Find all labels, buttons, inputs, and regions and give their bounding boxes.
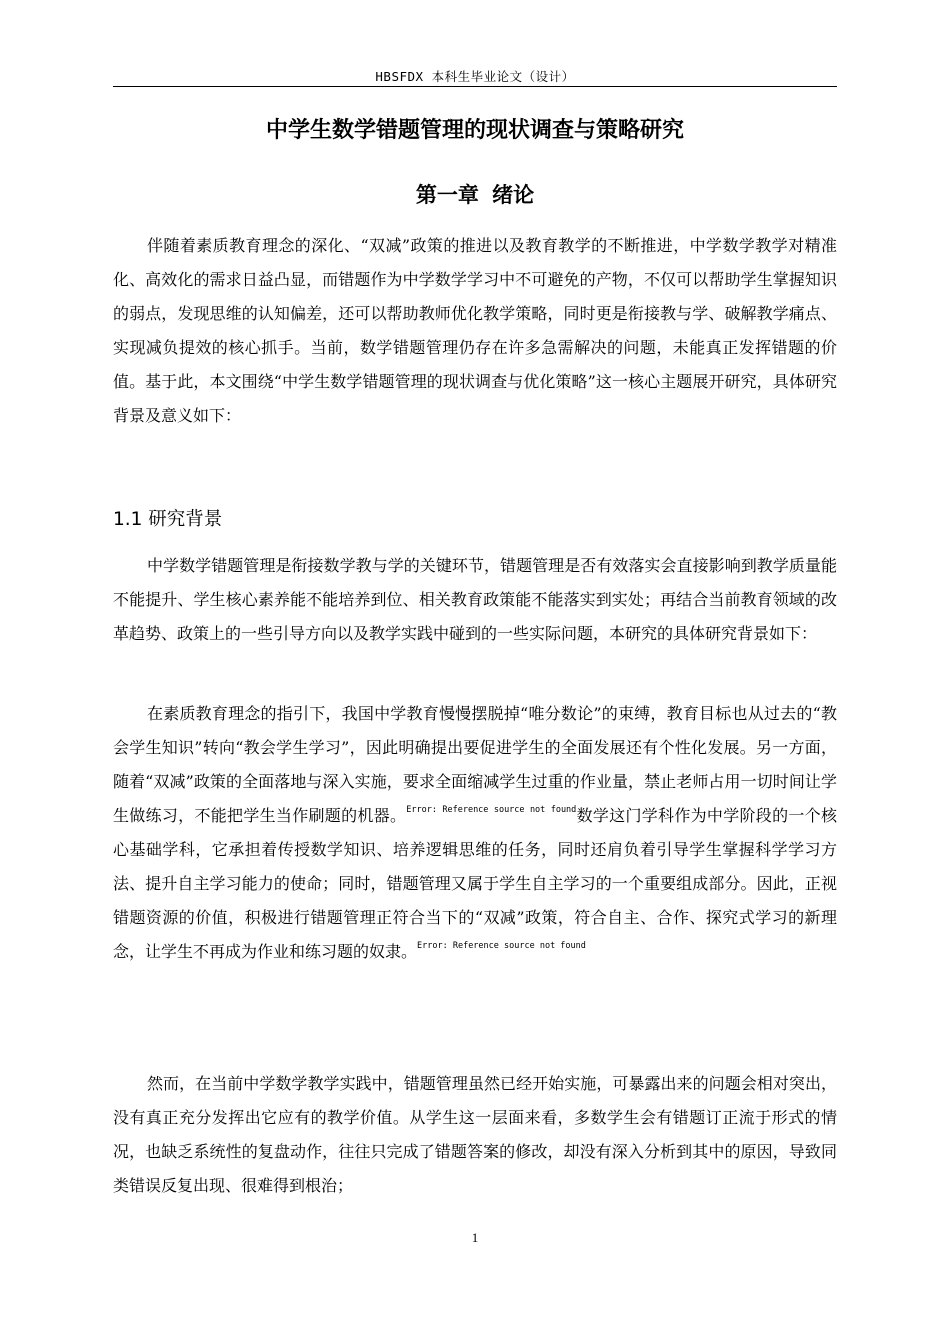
section-heading: 1.1 研究背景 (113, 509, 223, 530)
intro-paragraph: 伴随着素质教育理念的深化、“双减”政策的推进以及教育教学的不断推进，中学数学教学对精准化、高效化的需求日益凸显，而错题作为中学数学学习中不可避免的产物，不仅可以帮助学生掌握知识的弱点，发现思维的认知偏差，还可以帮助教师优化教学策略，同时更是衔接教与学、破解教学痛点、实现减负提效的核心抓手。当前，数学错题管理仍存在许多急需解决的问题，未能真正发挥错题的价值。基于此，本文围绕“中学生数学错题管理的现状调查与优化策略”这一核心主题展开研究，具体研究背景及意义如下： (113, 236, 837, 425)
paragraph-text: 在素质教育理念的指引下，我国中学教育慢慢摆脱掉“唯分数论”的束缚，教育目标也从过去的“教会学生知识”转向“教会学生学习”，因此明确提出要促进学生的全面发展还有个性化发展。另一方面，随着“双减”政策的全面落地与深入实施，要求全面缩减学生过重的作业量，禁止老师占用一切时间让学生做练习，不能把学生当作刷题的机器。 (113, 704, 837, 825)
section-paragraph-3: 然而，在当前中学数学教学实践中，错题管理虽然已经开始实施，可暴露出来的问题会相对突出，没有真正充分发挥出它应有的教学价值。从学生这一层面来看，多数学生会有错题订正流于形式的情况，也缺乏系统性的复盘动作，往往只完成了错题答案的修改，却没有深入分析到其中的原因，导致同类错误反复出现、很难得到根治； (113, 1074, 837, 1195)
section-paragraph-1: 中学数学错题管理是衔接数学教与学的关键环节，错题管理是否有效落实会直接影响到教学质量能不能提升、学生核心素养能不能培养到位、相关教育政策能不能落实到实处；再结合当前教育领域的改革趋势、政策上的一些引导方向以及教学实践中碰到的一些实际问题，本研究的具体研究背景如下： (113, 556, 837, 643)
page-number: 1 (471, 1230, 479, 1245)
chapter-title: 第一章 绪论 (415, 183, 535, 207)
reference-error-note: Error: Reference source not found (406, 805, 577, 815)
reference-error-note: Error: Reference source not found (417, 941, 586, 951)
document-title: 中学生数学错题管理的现状调查与策略研究 (265, 118, 684, 143)
running-header: HBSFDX 本科生毕业论文（设计） (375, 69, 575, 84)
section-paragraph-2 (113, 697, 837, 969)
paragraph-text: 数学这门学科作为中学阶段的一个核心基础学科，它承担着传授数学知识、培养逻辑思维的任务，同时还肩负着引导学生掌握科学学习方法、提升自主学习能力的使命；同时，错题管理又属于学生自主学习的一个重要组成部分。因此，正视错题资源的价值，积极进行错题管理正符合当下的“双减”政策，符合自主、合作、探究式学习的新理念，让学生不再成为作业和练习题的奴隶。 (113, 806, 837, 961)
header-divider (113, 86, 837, 87)
